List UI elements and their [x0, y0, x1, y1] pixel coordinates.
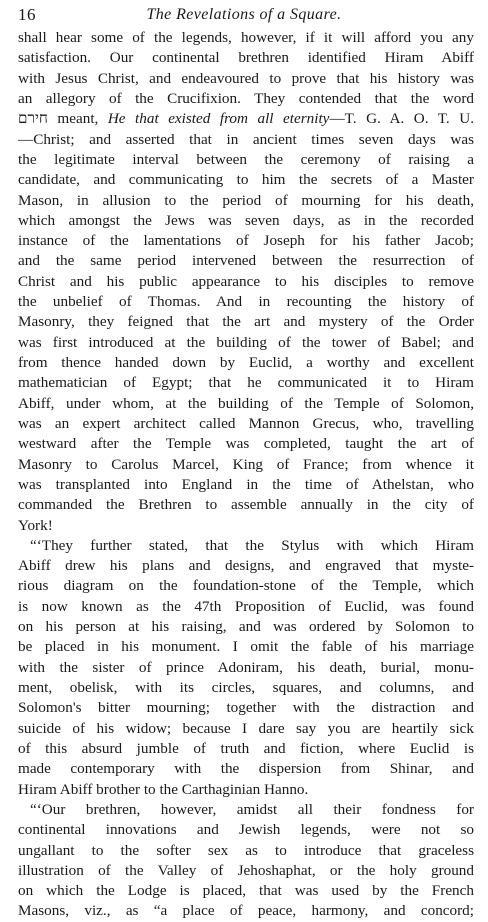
text-line: [18, 109, 474, 129]
text-segment: meant,: [47, 110, 108, 128]
text-line: was first introduced at the building of the tower of Babel; and: [18, 333, 474, 351]
text-line: on which the Lodge is placed, that was used by the French: [18, 882, 474, 900]
text-line: the legitimate interval between the ceremony of raising a: [18, 150, 474, 168]
running-title: The Revelations of a Square.: [146, 6, 342, 23]
text-line: “‘They further stated, that the Stylus with which Hiram: [30, 536, 474, 554]
page-header: [0, 4, 488, 26]
italic-phrase: He that existed from all eternity: [107, 110, 330, 128]
text-line: satisfaction. Our continental brethren identified Hiram Abiff: [18, 49, 474, 67]
body-text: [18, 28, 474, 922]
text-line: with the sister of prince Adoniram, his death, burial, monu-: [18, 658, 474, 676]
text-line: York!: [18, 516, 53, 534]
text-line: was transplanted into England in the time of Athelstan, who: [18, 475, 474, 493]
text-line: rious diagram on the foundation-stone of the Temple, which: [18, 577, 474, 595]
text-line: be placed in his monument. I omit the fable of his marriage: [18, 638, 474, 656]
text-line: with Jesus Christ, and endeavoured to prove that his history was: [18, 69, 474, 87]
text-line: made contemporary with the dispersion from Shinar, and: [18, 760, 474, 778]
text-line: Masons, viz., as “a place of peace, harmony, and concord;: [18, 902, 474, 920]
text-line: Christ and his public appearance to his disciples to remove: [18, 272, 474, 290]
text-line: ment, obelisk, with its circles, squares, and columns, and: [18, 679, 474, 696]
text-line: Abiff, under whom, at the building of the Temple of Solomon,: [18, 394, 474, 412]
text-line: candidate, and communicating to him the secrets of a Master: [18, 171, 474, 189]
text-line: was an expert architect called Mannon Grecus, who, travelling: [18, 414, 474, 432]
text-line: an allegory of the Crucifixion. They contended that the word: [18, 89, 474, 107]
text-line: continental innovations and Jewish legends, were not so: [18, 821, 474, 839]
text-line: instance of the lamentations of Joseph for his father Jacob;: [18, 232, 474, 250]
text-line: Abiff drew his plans and designs, and engraved that myste-: [18, 557, 474, 575]
text-line: shall hear some of the legends, however, if it will afford you any: [18, 29, 474, 46]
text-line: mathematician of Egypt; that he communicated it to Hiram: [18, 374, 474, 392]
text-line: and the same period intervened between the resurrection of: [18, 252, 474, 270]
text-line: Mason, in allusion to the period of mourning for his death,: [18, 191, 474, 209]
hebrew-word: חירם: [18, 110, 48, 128]
text-line: westward after the Temple was completed, taught the art of: [18, 435, 474, 453]
text-line: Masonry to Carolus Marcel, King of France; from whence it: [18, 455, 474, 473]
text-line: “‘Our brethren, however, amidst all their fondness for: [30, 800, 474, 818]
text-line: —Christ; and asserted that in ancient times seven days was: [18, 130, 474, 148]
text-line: Hiram Abiff brother to the Carthaginian Hanno.: [18, 780, 309, 798]
text-line: ungallant to the softer sex as to introduce that graceless: [18, 841, 474, 859]
text-line: suicide of his widow; because I dare say you are heartily sick: [18, 719, 474, 737]
text-line: is now known as the 47th Proposition of Euclid, was found: [18, 597, 474, 615]
text-line: which amongst the Jews was seven days, as in the recorded: [18, 211, 474, 229]
page-number: 16: [18, 5, 36, 24]
text-line: the unbelief of Thomas. And in recounting the history of: [18, 293, 474, 311]
text-line: Solomon's bitter mourning; together with the distraction and: [18, 699, 474, 717]
text-line: Masonry, they feigned that the art and mystery of the Order: [18, 313, 474, 331]
text-line: from thence handed down by Euclid, a worthy and excellent: [18, 354, 474, 371]
text-line: commanded the Brethren to assemble annually in the city of: [18, 496, 474, 514]
text-line: on his person at his raising, and was ordered by Solomon to: [18, 618, 474, 636]
text-segment: —T. G. A. O. T. U.: [329, 110, 474, 128]
text-line: of this absurd jumble of truth and fiction, where Euclid is: [18, 739, 474, 757]
text-line: illustration of the Valley of Jehoshaphat, or the holy ground: [18, 861, 474, 879]
